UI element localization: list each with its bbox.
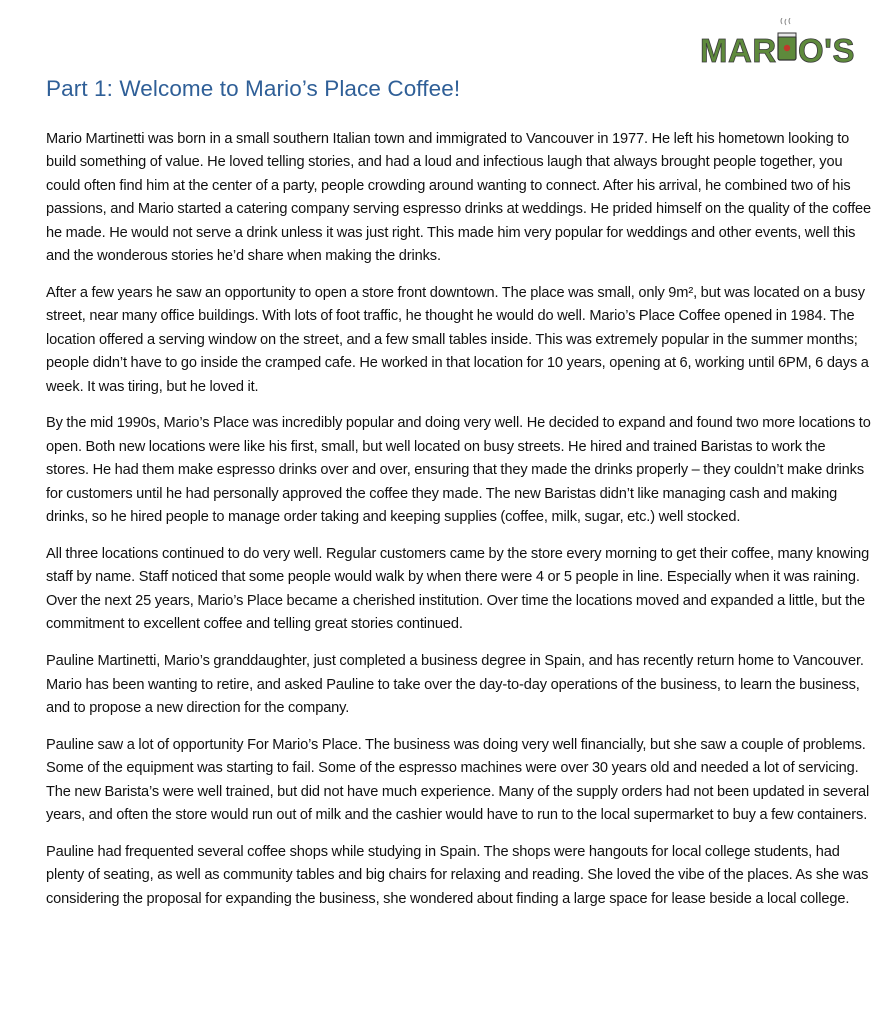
paragraph: After a few years he saw an opportunity to open a store front downtown. The place was small, only 9m², but was located on a busy street, near many office buildings. With lots of foot traffic, he thought he would do well. Mario’s Place Coffee opened in 1984. The location offered a serving window on the street, and a few small tables inside. This was extremely popular in the summer months; people didn’t have to go inside the cramped cafe. He worked in that location for 10 years, opening at 6, working until 6PM, 6 days a week. It was tiring, but he loved it. [46,284,869,395]
marios-logo [700,18,862,70]
document-body [46,128,872,925]
paragraph: Pauline had frequented several coffee shops while studying in Spain. The shops were hangouts for local college students, had plenty of seating, as well as community tables and big chairs for relaxing and reading. She loved the vibe of the places. As she was considering the proposal for expanding the business, she wondered about finding a large space for lease beside a local college. [46,843,869,907]
paragraph: Pauline saw a lot of opportunity For Mario’s Place. The business was doing very well financially, but she saw a couple of problems. Some of the equipment was starting to fail. Some of the espresso machines were over 30 years old and needed a lot of servicing. The new Barista’s were well trained, but did not have much experience. Many of the supply orders had not been updated in several years, and often the store would run out of milk and the cashier would have to run to the local supermarket to buy a few containers. [46,736,870,824]
logo-text-left: MAR [700,32,777,69]
paragraph: All three locations continued to do very well. Regular customers came by the store every morning to get their coffee, many knowing staff by name. Staff noticed that some people would walk by when there were 4 or 5 people in line. Especially when it was raining. Over the next 25 years, Mario’s Place became a cherished institution. Over time the locations moved and expanded a little, but the commitment to excellent coffee and telling great stories continued. [46,546,870,633]
logo-text-right: O'S [798,32,856,69]
coffee-cup-logo-icon [700,18,862,70]
paragraph: Mario Martinetti was born in a small southern Italian town and immigrated to Vancouver in 1977. He left his hometown looking to build something of value. He loved telling stories, and had a loud and infectious laugh that always brought people together, you could often find him at the center of a party, people crowding around wanting to connect. After his arrival, he combined two of his passions, and Mario started a catering company serving espresso drinks at weddings. He prided himself on the quality of the coffee he made. He would not serve a drink unless it was just right. This made him very popular for weddings and other events, well this and the wonderous stories he’d share when making the drinks. [46,131,872,265]
paragraph: Pauline Martinetti, Mario’s granddaughter, just completed a business degree in Spain, and has recently return home to Vancouver. Mario has been wanting to retire, and asked Pauline to take over the day-to-day operations of the business, to learn the business, and to propose a new direction for the company. [46,653,864,716]
paragraph: By the mid 1990s, Mario’s Place was incredibly popular and doing very well. He decided to expand and found two more locations to open. Both new locations were like his first, small, but well located on busy streets. He hired and trained Baristas to work the stores. He had them make espresso drinks over and over, ensuring that they made the drinks properly – they couldn’t make drinks for customers until he had personally approved the coffee they made. The new Baristas didn’t like managing cash and making drinks, so he hired people to manage order taking and keeping supplies (coffee, milk, sugar, etc.) well stocked. [46,415,871,526]
page-title: Part 1: Welcome to Mario’s Place Coffee! [46,76,461,101]
